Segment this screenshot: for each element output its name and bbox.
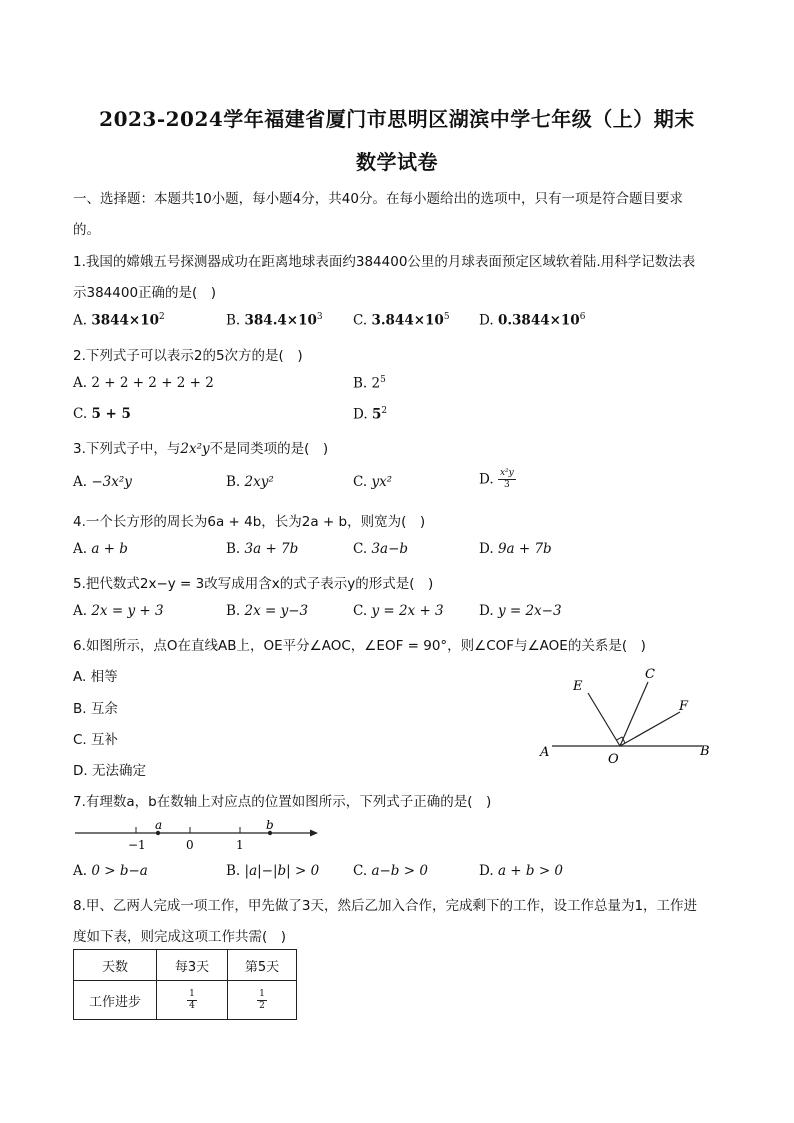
table-header-row	[74, 950, 297, 981]
q3-option-a[interactable]: A. −3x²y	[73, 474, 132, 490]
q1-option-a[interactable]: A. $3844\times 10^2$	[73, 312, 165, 329]
exam-title: 2023-2024学年福建省厦门市思明区湖滨中学七年级（上）期末	[99, 107, 695, 131]
point-label-b: b	[266, 818, 274, 832]
label-a: A	[540, 745, 550, 760]
q5-stem: 5.把代数式2x−y = 3改写成用含x的式子表示y的形式是( )	[73, 576, 434, 592]
q4-stem: 4.一个长方形的周长为6a + 4b，长为2a + b，则宽为( )	[73, 514, 426, 530]
exam-subtitle: 数学试卷	[356, 150, 438, 174]
q6-angle-figure	[530, 660, 720, 770]
q7-option-b[interactable]: B. |a|−|b| > 0	[226, 863, 320, 879]
q4-option-c[interactable]: C. 3a−b	[353, 541, 409, 557]
q1-option-d[interactable]: D. $0.3844\times 10^6$	[479, 312, 586, 329]
label-o: O	[608, 752, 619, 767]
q1-stem-cont: 示384400正确的是( )	[73, 285, 217, 301]
table-row-label: 工作进步	[74, 981, 157, 1020]
section-intro: 一、选择题：本题共10小题，每小题4分，共40分。在每小题给出的选项中，只有一项是符合题目要求	[73, 191, 683, 207]
ray-of	[620, 712, 680, 746]
label-b: B	[700, 744, 710, 759]
tick-label-1: 1	[236, 838, 244, 852]
q4-option-a[interactable]: A. a + b	[73, 541, 128, 557]
label-e: E	[573, 679, 583, 694]
axis-arrow	[310, 830, 318, 837]
fraction: $\frac{1}{4}$	[189, 988, 195, 1011]
section-intro-cont: 的。	[73, 222, 100, 238]
q8-stem-cont: 度如下表，则完成这项工作共需( )	[73, 929, 287, 945]
q5-option-b[interactable]: B. 2x = y−3	[226, 603, 309, 619]
q8-progress-table	[73, 949, 297, 1020]
ray-oe	[588, 693, 620, 746]
q3-option-d[interactable]: D. $\frac{\text{x²y}}{3}$	[479, 468, 514, 490]
label-c: C	[645, 667, 655, 682]
fraction: $\frac{\text{x²y}}{3}$	[499, 468, 514, 490]
q3-option-c[interactable]: C. yx²	[353, 474, 393, 490]
q2-stem: 2.下列式子可以表示2的5次方的是( )	[73, 348, 303, 364]
q7-stem: 7.有理数a，b在数轴上对应点的位置如图所示，下列式子正确的是( )	[73, 794, 492, 810]
q5-option-d[interactable]: D. y = 2x−3	[479, 603, 562, 619]
label-f: F	[679, 699, 689, 714]
q1-stem: 1.我国的嫦娥五号探测器成功在距离地球表面约384400公里的月球表面预定区域软着陆.用科学记数法表	[73, 254, 696, 270]
q1-option-b[interactable]: B. $384.4\times 10^3$	[226, 312, 323, 329]
q8-stem: 8.甲、乙两人完成一项工作，甲先做了3天，然后乙加入合作，完成剩下的工作，设工作总量为1，工作进	[73, 898, 698, 914]
tick-label-neg1: −1	[128, 838, 146, 852]
q3-option-b[interactable]: B. 2xy²	[226, 474, 274, 490]
q6-option-d[interactable]: D. 无法确定	[73, 763, 146, 779]
q2-option-c[interactable]: C. 5 + 5	[73, 406, 131, 422]
q7-option-d[interactable]: D. a + b > 0	[479, 863, 564, 879]
q6-option-a[interactable]: A. 相等	[73, 669, 118, 685]
table-row	[74, 981, 297, 1020]
q3-stem: 3.下列式子中，与2x²y不是同类项的是( )	[73, 441, 329, 457]
q4-option-b[interactable]: B. 3a + 7b	[226, 541, 299, 557]
table-header-cell: 每3天	[157, 950, 228, 981]
q7-option-c[interactable]: C. a−b > 0	[353, 863, 428, 879]
table-cell	[157, 981, 228, 1020]
q1-option-c[interactable]: C. $3.844\times 10^5$	[353, 312, 450, 329]
q2-option-a[interactable]: A. 2 + 2 + 2 + 2 + 2	[73, 375, 214, 391]
q6-option-c[interactable]: C. 互补	[73, 732, 119, 748]
q6-stem: 6.如图所示，点O在直线AB上，OE平分∠AOC，∠EOF = 90°，则∠COF与∠AOE的关系是( )	[73, 638, 646, 654]
q6-option-b[interactable]: B. 互余	[73, 701, 118, 717]
q5-option-c[interactable]: C. y = 2x + 3	[353, 603, 444, 619]
fraction: $\frac{1}{2}$	[259, 988, 265, 1011]
ray-oc	[620, 682, 648, 746]
q5-option-a[interactable]: A. 2x = y + 3	[73, 603, 164, 619]
q2-option-b[interactable]: B. $2^5$	[353, 375, 386, 392]
q7-option-a[interactable]: A. 0 > b−a	[73, 863, 148, 879]
q2-option-d[interactable]: D. $5^2$	[353, 406, 388, 423]
table-header-cell: 第5天	[228, 950, 297, 981]
table-cell	[228, 981, 297, 1020]
point-label-a: a	[155, 818, 163, 832]
q7-number-line	[70, 815, 330, 855]
table-header-cell: 天数	[74, 950, 157, 981]
tick-label-0: 0	[186, 838, 194, 852]
q4-option-d[interactable]: D. 9a + 7b	[479, 541, 552, 557]
